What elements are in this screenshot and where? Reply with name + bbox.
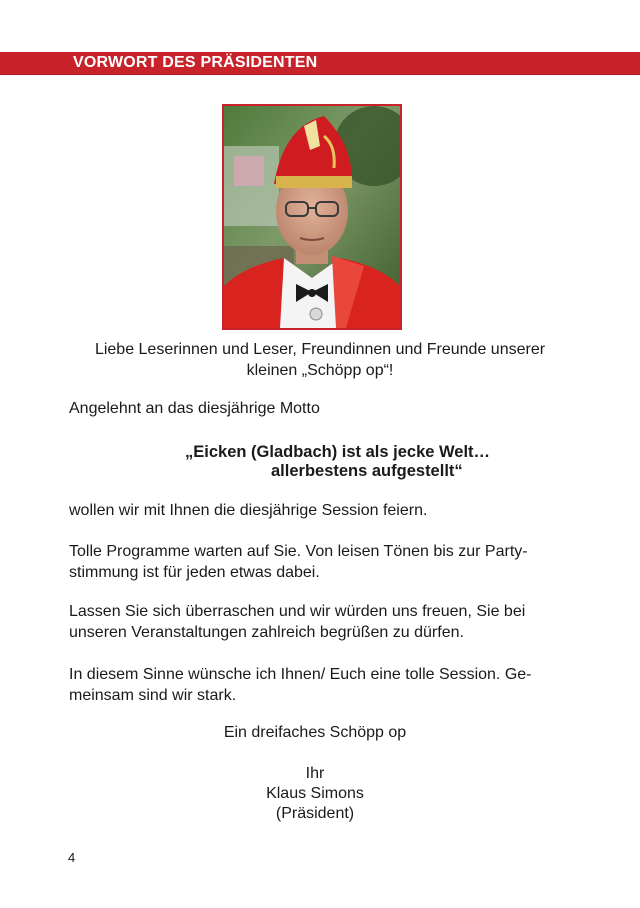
motto-line-1: „Eicken (Gladbach) ist als jecke Welt… (185, 443, 491, 461)
paragraph-2 (69, 541, 569, 583)
president-portrait-photo (222, 104, 402, 330)
portrait-illustration (224, 106, 400, 328)
paragraph-3 (69, 601, 569, 643)
greeting-text (60, 339, 580, 381)
greeting-line-1: Liebe Leserinnen und Leser, Freundinnen und Freunde unserer (94, 341, 546, 358)
paragraph-2-line-2: stimmung ist für jeden etwas dabei. (69, 564, 320, 581)
signature-role: (Präsident) (275, 805, 355, 822)
intro-text: Angelehnt an das diesjährige Motto (69, 400, 320, 417)
page-title: VORWORT DES PRÄSIDENTEN (73, 54, 318, 71)
paragraph-4-line-1: In diesem Sinne wünsche ich Ihnen/ Euch eine tolle Session. Ge- (69, 666, 532, 683)
paragraph-4 (69, 664, 569, 706)
page-number: 4 (68, 850, 76, 865)
paragraph-3-line-1: Lassen Sie sich überraschen und wir würden uns freuen, Sie bei (69, 603, 526, 620)
motto-line-2: allerbestens aufgestellt“ (271, 462, 463, 480)
signature-ihr: Ihr (305, 765, 325, 782)
paragraph-4-line-2: meinsam sind wir stark. (69, 687, 237, 704)
paragraph-3-line-2: unseren Veranstaltungen zahlreich begrüßen zu dürfen. (69, 624, 464, 641)
paragraph-2-line-1: Tolle Programme warten auf Sie. Von leisen Tönen bis zur Party- (69, 543, 528, 560)
signature-name: Klaus Simons (266, 785, 364, 802)
greeting-line-2: kleinen „Schöpp op“! (246, 362, 394, 379)
closing-salutation: Ein dreifaches Schöpp op (223, 724, 407, 741)
paragraph-1: wollen wir mit Ihnen die diesjährige Session feiern. (69, 502, 428, 519)
